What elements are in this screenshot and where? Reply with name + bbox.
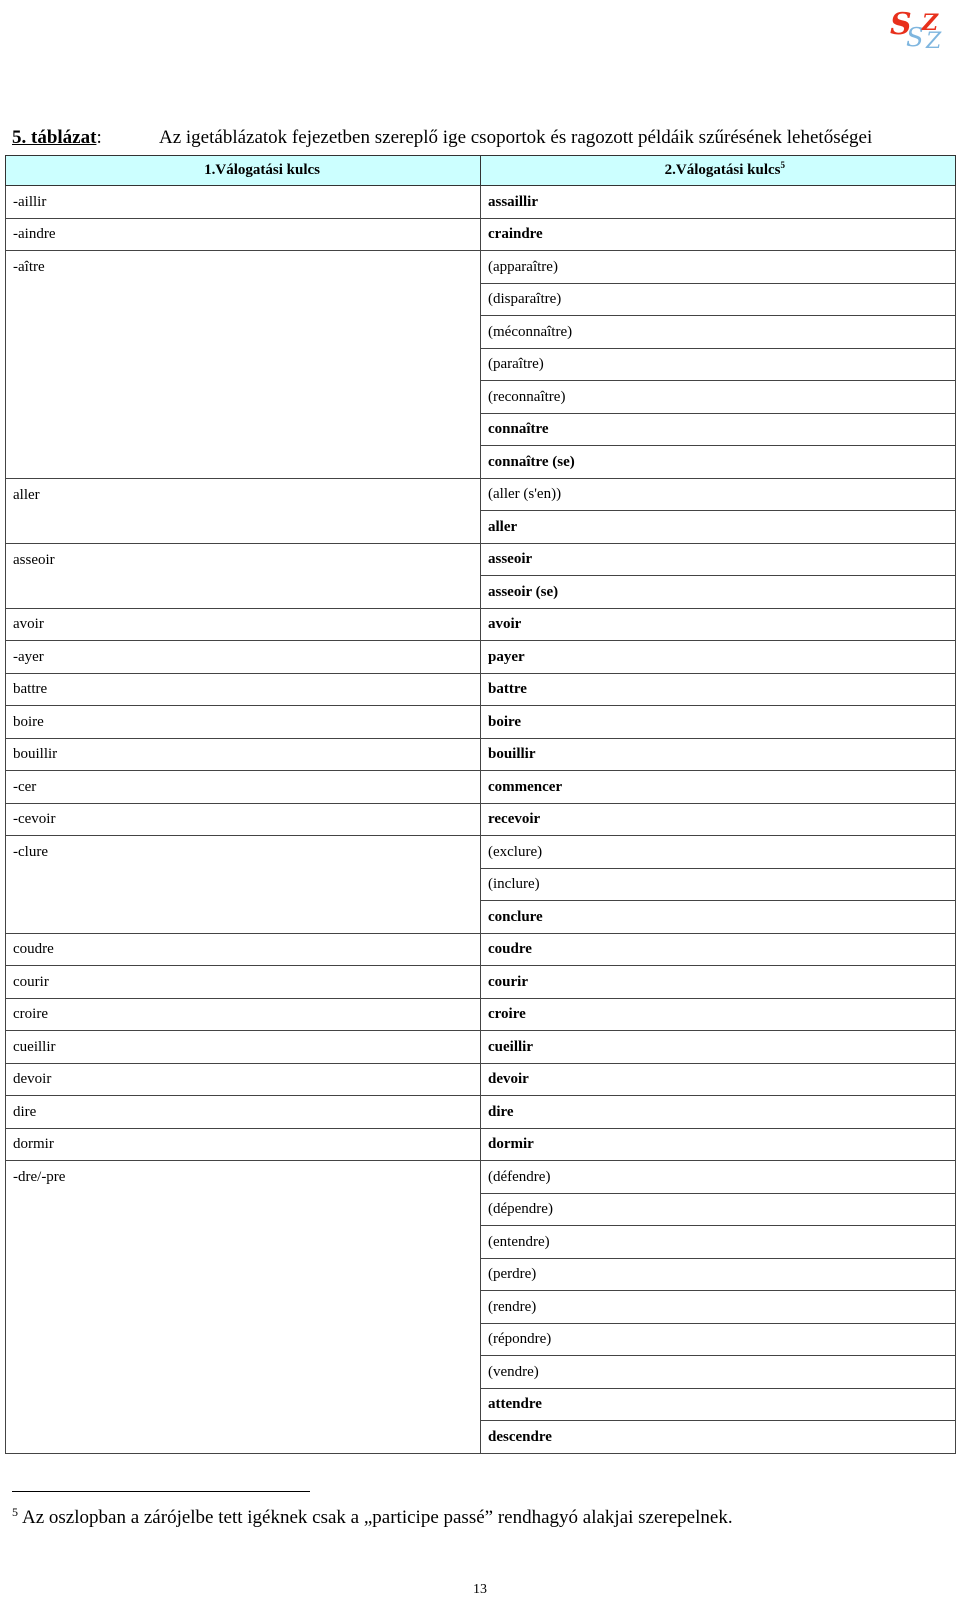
table-header-row [6,156,956,186]
group-key-cell [6,1388,481,1421]
svg-text:S: S [890,7,912,42]
group-key-cell [6,511,481,544]
example-verb-cell: connaître [481,413,956,446]
example-verb-cell: attendre [481,1388,956,1421]
example-verb-cell: (disparaître) [481,283,956,316]
table-row [6,1096,956,1129]
example-verb-cell: (défendre) [481,1161,956,1194]
table-row [6,283,956,316]
group-key-cell: boire [6,706,481,739]
example-verb-cell: (méconnaître) [481,316,956,349]
group-key-cell: -aître [6,251,481,284]
table-title: Az igetáblázatok fejezetben szereplő ige csoportok és ragozott példáik szűrésének lehetőségei [159,127,873,148]
column-header-key1: 1.Válogatási kulcs [6,156,481,186]
group-key-cell: -cevoir [6,803,481,836]
verb-group-table [5,155,956,1454]
svg-text:S: S [906,23,924,52]
group-key-cell [6,901,481,934]
page-number: 13 [473,1582,487,1597]
footnote-number: 5 [12,1504,18,1519]
example-verb-cell: asseoir (se) [481,576,956,609]
table-row [6,673,956,706]
table-row [6,771,956,804]
group-key-cell [6,1193,481,1226]
table-row [6,1291,956,1324]
example-verb-cell: (entendre) [481,1226,956,1259]
example-verb-cell: connaître (se) [481,446,956,479]
example-verb-cell: craindre [481,218,956,251]
table-row [6,1356,956,1389]
group-key-cell: courir [6,966,481,999]
table-row [6,966,956,999]
group-key-cell: devoir [6,1063,481,1096]
group-key-cell [6,316,481,349]
example-verb-cell: battre [481,673,956,706]
group-key-cell [6,576,481,609]
table-row [6,1193,956,1226]
table-row [6,933,956,966]
table-row [6,1128,956,1161]
table-caption [12,124,948,152]
group-key-cell: -cer [6,771,481,804]
table-row [6,1161,956,1194]
group-key-cell [6,446,481,479]
group-key-cell: -ayer [6,641,481,674]
group-key-cell: -dre/-pre [6,1161,481,1194]
group-key-cell [6,413,481,446]
example-verb-cell: asseoir [481,543,956,576]
example-verb-cell: descendre [481,1421,956,1454]
table-row [6,1258,956,1291]
example-verb-cell: commencer [481,771,956,804]
example-verb-cell: recevoir [481,803,956,836]
example-verb-cell: (aller (s'en)) [481,478,956,511]
example-verb-cell: (exclure) [481,836,956,869]
example-verb-cell: boire [481,706,956,739]
footnote-text: Az oszlopban a zárójelbe tett igéknek csak a „participe passé” rendhagyó alakjai szerepelnek. [22,1507,733,1528]
table-row [6,998,956,1031]
table-row [6,1031,956,1064]
group-key-cell: bouillir [6,738,481,771]
svg-text:Z: Z [926,29,942,52]
example-verb-cell: dormir [481,1128,956,1161]
footnote [12,1504,733,1529]
example-verb-cell: assaillir [481,186,956,219]
example-verb-cell: avoir [481,608,956,641]
table-row [6,186,956,219]
example-verb-cell: bouillir [481,738,956,771]
group-key-cell [6,1421,481,1454]
group-key-cell: dormir [6,1128,481,1161]
example-verb-cell: coudre [481,933,956,966]
example-verb-cell: dire [481,1096,956,1129]
group-key-cell [6,868,481,901]
table-row [6,836,956,869]
table-row [6,511,956,544]
example-verb-cell: (reconnaître) [481,381,956,414]
example-verb-cell: (paraître) [481,348,956,381]
table-row [6,413,956,446]
group-key-cell: -aillir [6,186,481,219]
table-row [6,576,956,609]
group-key-cell [6,1323,481,1356]
table-row [6,1063,956,1096]
example-verb-cell: conclure [481,901,956,934]
table-row [6,1226,956,1259]
group-key-cell: croire [6,998,481,1031]
group-key-cell: aller [6,478,481,511]
table-row [6,803,956,836]
group-key-cell [6,1356,481,1389]
table-row [6,608,956,641]
group-key-cell: avoir [6,608,481,641]
footnote-separator [12,1491,310,1492]
table-row [6,901,956,934]
example-verb-cell: cueillir [481,1031,956,1064]
table-row [6,218,956,251]
table-row [6,1323,956,1356]
example-verb-cell: aller [481,511,956,544]
table-row [6,348,956,381]
group-key-cell: battre [6,673,481,706]
table-row [6,543,956,576]
table-row [6,1421,956,1454]
group-key-cell: -aindre [6,218,481,251]
table-row [6,868,956,901]
group-key-cell: dire [6,1096,481,1129]
group-key-cell [6,283,481,316]
table-row [6,316,956,349]
group-key-cell: asseoir [6,543,481,576]
group-key-cell: -clure [6,836,481,869]
table-row [6,1388,956,1421]
example-verb-cell: (inclure) [481,868,956,901]
example-verb-cell: (perdre) [481,1258,956,1291]
group-key-cell [6,1258,481,1291]
example-verb-cell: (apparaître) [481,251,956,284]
table-row [6,641,956,674]
svg-text:Z: Z [922,10,939,36]
example-verb-cell: (vendre) [481,1356,956,1389]
sz-logo-icon [888,6,950,52]
example-verb-cell: payer [481,641,956,674]
example-verb-cell: (dépendre) [481,1193,956,1226]
example-verb-cell: croire [481,998,956,1031]
table-row [6,738,956,771]
table-row [6,381,956,414]
example-verb-cell: courir [481,966,956,999]
group-key-cell [6,348,481,381]
group-key-cell: cueillir [6,1031,481,1064]
example-verb-cell: (répondre) [481,1323,956,1356]
table-row [6,446,956,479]
table-row [6,251,956,284]
column-header-key2: 2.Válogatási kulcs$^5$ [481,156,956,186]
group-key-cell [6,381,481,414]
table-row [6,478,956,511]
table-number-label: 5. táblázat: [12,127,102,148]
group-key-cell: coudre [6,933,481,966]
example-verb-cell: devoir [481,1063,956,1096]
group-key-cell [6,1226,481,1259]
group-key-cell [6,1291,481,1324]
example-verb-cell: (rendre) [481,1291,956,1324]
table-row [6,706,956,739]
